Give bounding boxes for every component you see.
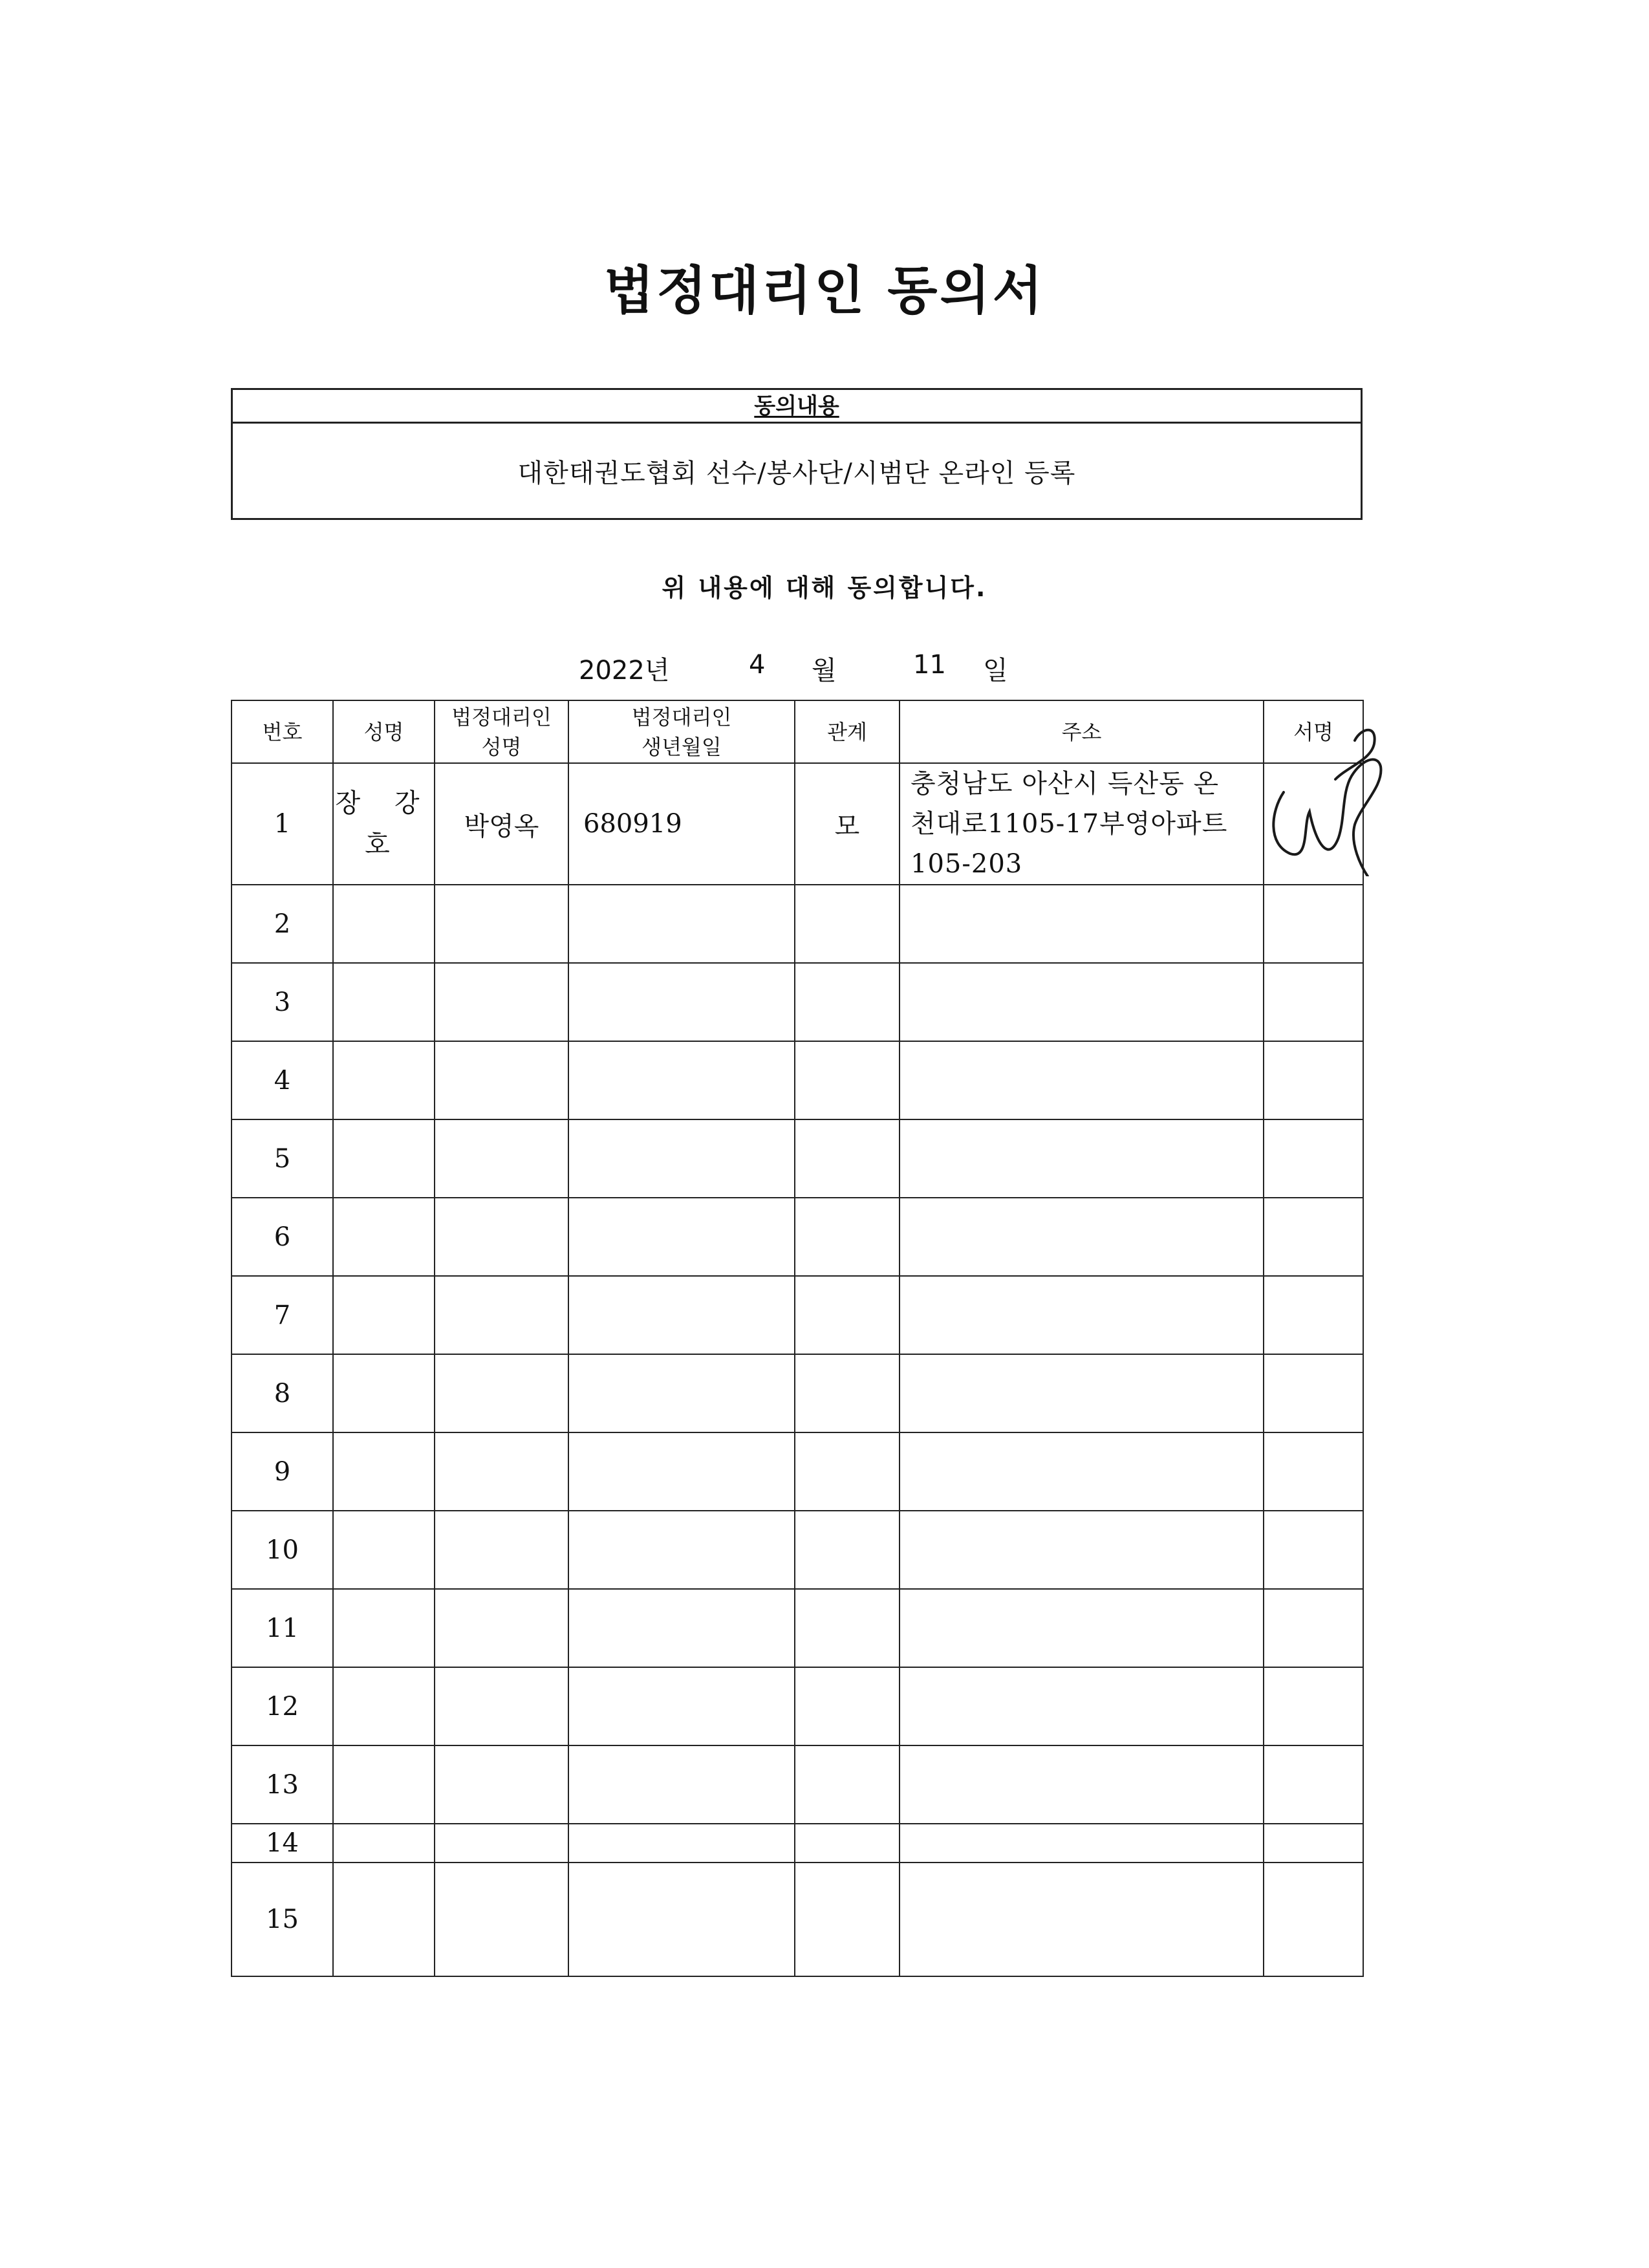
- cell-name: [333, 963, 435, 1041]
- cell-signature: [1264, 1511, 1363, 1589]
- cell-signature: [1264, 885, 1363, 963]
- cell-relation: [795, 1432, 900, 1511]
- cell-no: 10: [232, 1511, 333, 1589]
- cell-relation: [795, 1119, 900, 1198]
- header-relation: 관계: [795, 700, 900, 763]
- cell-signature: [1264, 1863, 1363, 1976]
- cell-guardian-birth: [568, 1824, 795, 1863]
- cell-no: 8: [232, 1354, 333, 1432]
- cell-name: [333, 1511, 435, 1589]
- table-header-row: [232, 700, 1363, 763]
- table-row: [232, 963, 1363, 1041]
- cell-signature: [1264, 1354, 1363, 1432]
- consent-header-label: 동의내용: [754, 393, 839, 419]
- cell-guardian-birth: [568, 885, 795, 963]
- cell-relation: 모: [795, 763, 900, 885]
- cell-guardian-birth: [568, 1119, 795, 1198]
- cell-signature: [1264, 1276, 1363, 1354]
- cell-no: 11: [232, 1589, 333, 1667]
- date-year: 2022년: [579, 656, 670, 686]
- cell-name: [333, 1041, 435, 1119]
- cell-relation: [795, 1745, 900, 1824]
- cell-address: [900, 1276, 1264, 1354]
- agreement-statement: 위 내용에 대해 동의합니다.: [662, 574, 987, 602]
- cell-no: 5: [232, 1119, 333, 1198]
- cell-signature: [1264, 1432, 1363, 1511]
- cell-relation: [795, 1276, 900, 1354]
- cell-address: [900, 1824, 1264, 1863]
- consent-header: [233, 390, 1361, 424]
- cell-no: 14: [232, 1824, 333, 1863]
- cell-guardian-birth: 680919: [568, 763, 795, 885]
- cell-signature: [1264, 1041, 1363, 1119]
- cell-address: [900, 1511, 1264, 1589]
- cell-no: 9: [232, 1432, 333, 1511]
- cell-address: [900, 1745, 1264, 1824]
- cell-signature: [1264, 1667, 1363, 1745]
- cell-no: 12: [232, 1667, 333, 1745]
- cell-guardian-name: [435, 1432, 568, 1511]
- table-row: [232, 885, 1363, 963]
- cell-guardian-name: [435, 1276, 568, 1354]
- cell-name: [333, 1589, 435, 1667]
- cell-address: [900, 1198, 1264, 1276]
- table-row: [232, 1745, 1363, 1824]
- table-row: [232, 1198, 1363, 1276]
- cell-name: [333, 885, 435, 963]
- cell-relation: [795, 1667, 900, 1745]
- handwritten-signature: [1264, 715, 1400, 876]
- cell-no: 15: [232, 1863, 333, 1976]
- cell-signature: [1264, 1119, 1363, 1198]
- cell-signature: [1264, 963, 1363, 1041]
- cell-signature: [1264, 1198, 1363, 1276]
- page-title: 법정대리인 동의서: [603, 261, 1046, 321]
- cell-guardian-birth: [568, 963, 795, 1041]
- cell-relation: [795, 963, 900, 1041]
- cell-relation: [795, 885, 900, 963]
- table-row: [232, 1589, 1363, 1667]
- cell-guardian-name: [435, 885, 568, 963]
- cell-name: [333, 1745, 435, 1824]
- header-no: 번호: [232, 700, 333, 763]
- table-row: [232, 1276, 1363, 1354]
- cell-name: [333, 1432, 435, 1511]
- cell-relation: [795, 1041, 900, 1119]
- cell-address: [900, 1432, 1264, 1511]
- cell-guardian-birth: [568, 1745, 795, 1824]
- cell-guardian-birth: [568, 1041, 795, 1119]
- cell-guardian-name: [435, 1589, 568, 1667]
- cell-name: [333, 1667, 435, 1745]
- cell-no: 7: [232, 1276, 333, 1354]
- cell-name: [333, 1354, 435, 1432]
- cell-relation: [795, 1863, 900, 1976]
- cell-guardian-birth: [568, 1863, 795, 1976]
- cell-relation: [795, 1511, 900, 1589]
- date-day-unit: 일: [983, 656, 1008, 686]
- cell-guardian-name: [435, 1511, 568, 1589]
- cell-relation: [795, 1824, 900, 1863]
- cell-no: 6: [232, 1198, 333, 1276]
- cell-guardian-name: [435, 1354, 568, 1432]
- consent-content: 대한태권도협회 선수/봉사단/시범단 온라인 등록: [517, 458, 1076, 488]
- guardian-table: [231, 700, 1364, 1977]
- table-row: [232, 1863, 1363, 1976]
- cell-signature: [1264, 1745, 1363, 1824]
- date-day: 11: [913, 650, 946, 680]
- header-guardian-birth: 법정대리인 생년월일: [568, 700, 795, 763]
- consent-box: [231, 388, 1363, 520]
- cell-guardian-name: [435, 963, 568, 1041]
- table-row: [232, 1511, 1363, 1589]
- table-row: [232, 1432, 1363, 1511]
- cell-address: [900, 1589, 1264, 1667]
- cell-guardian-birth: [568, 1276, 795, 1354]
- cell-name: [333, 1824, 435, 1863]
- cell-address: 충청남도 아산시 득산동 온 천대로1105-17부영아파트 105-203: [900, 763, 1264, 885]
- date-month-unit: 월: [812, 656, 837, 686]
- cell-guardian-birth: [568, 1198, 795, 1276]
- cell-guardian-birth: [568, 1432, 795, 1511]
- cell-guardian-name: [435, 1667, 568, 1745]
- cell-address: [900, 1119, 1264, 1198]
- cell-guardian-name: [435, 1745, 568, 1824]
- cell-guardian-name: 박영옥: [435, 763, 568, 885]
- cell-guardian-birth: [568, 1354, 795, 1432]
- table-row: [232, 1667, 1363, 1745]
- cell-address: [900, 1354, 1264, 1432]
- table-row: [232, 763, 1363, 885]
- cell-no: 4: [232, 1041, 333, 1119]
- header-name: 성명: [333, 700, 435, 763]
- cell-guardian-name: [435, 1041, 568, 1119]
- cell-address: [900, 963, 1264, 1041]
- cell-guardian-name: [435, 1119, 568, 1198]
- cell-address: [900, 1041, 1264, 1119]
- cell-address: [900, 1667, 1264, 1745]
- table-row: [232, 1354, 1363, 1432]
- cell-no: 1: [232, 763, 333, 885]
- cell-guardian-name: [435, 1863, 568, 1976]
- table-row: [232, 1041, 1363, 1119]
- cell-signature: [1264, 1589, 1363, 1667]
- cell-name: [333, 1276, 435, 1354]
- cell-guardian-birth: [568, 1511, 795, 1589]
- table-row: [232, 1119, 1363, 1198]
- header-address: 주소: [900, 700, 1264, 763]
- cell-guardian-name: [435, 1198, 568, 1276]
- date-month: 4: [749, 650, 766, 680]
- cell-address: [900, 1863, 1264, 1976]
- cell-address: [900, 885, 1264, 963]
- cell-name: [333, 1119, 435, 1198]
- cell-signature: [1264, 1824, 1363, 1863]
- header-guardian-name: 법정대리인 성명: [435, 700, 568, 763]
- header-signature: 서명: [1264, 700, 1363, 763]
- table-row: [232, 1824, 1363, 1863]
- cell-no: 3: [232, 963, 333, 1041]
- cell-relation: [795, 1354, 900, 1432]
- cell-no: 2: [232, 885, 333, 963]
- cell-no: 13: [232, 1745, 333, 1824]
- cell-guardian-name: [435, 1824, 568, 1863]
- cell-guardian-birth: [568, 1667, 795, 1745]
- cell-relation: [795, 1589, 900, 1667]
- cell-guardian-birth: [568, 1589, 795, 1667]
- cell-name: 장 강 호: [333, 763, 435, 885]
- cell-name: [333, 1863, 435, 1976]
- cell-name: [333, 1198, 435, 1276]
- cell-relation: [795, 1198, 900, 1276]
